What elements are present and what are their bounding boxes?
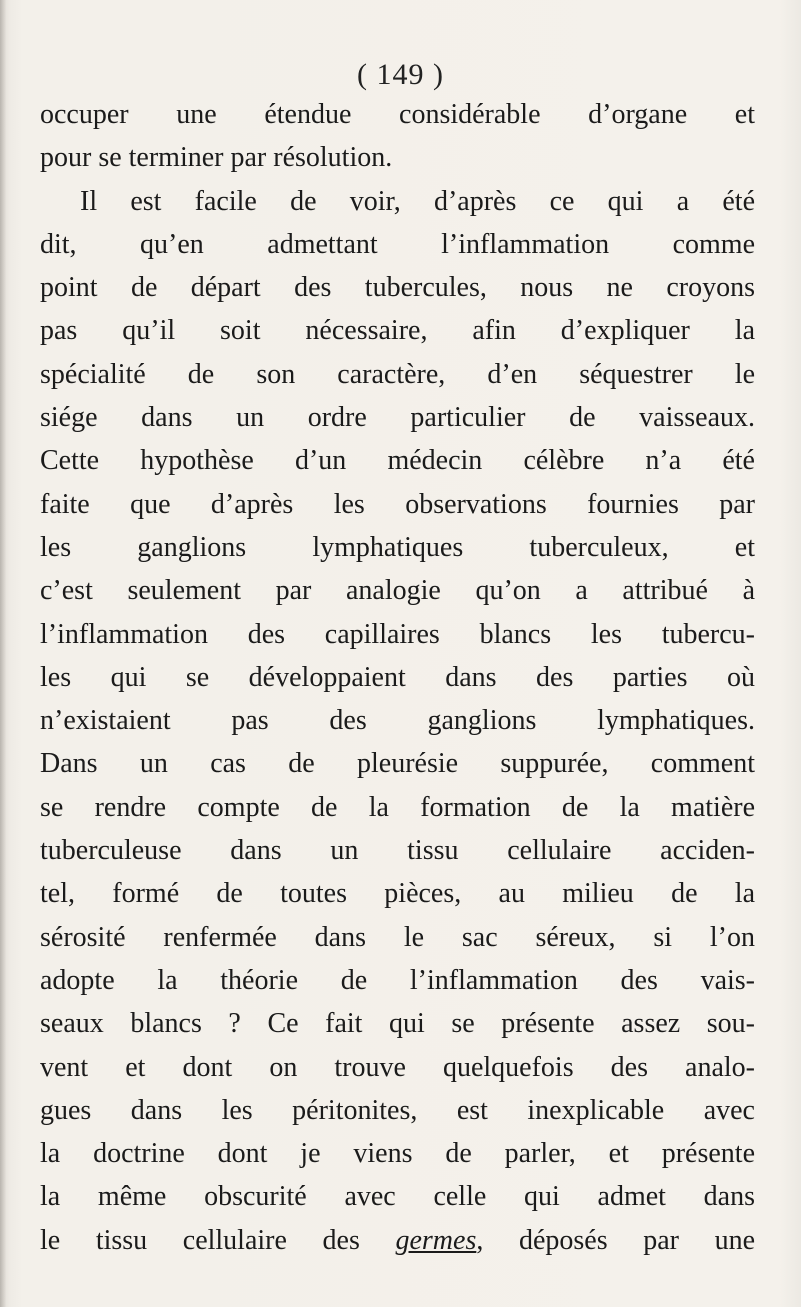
text-fragment: le tissu cellulaire des — [40, 1224, 396, 1256]
text-line: Il est facile de voir, d’après ce qui a été — [80, 185, 755, 217]
text-line: pas qu’il soit nécessaire, afin d’expliquer la — [40, 315, 755, 347]
page-number: ( 149 ) — [357, 58, 444, 91]
text-line: les ganglions lymphatiques tuberculeux, et — [40, 531, 755, 563]
text-line: occuper une étendue considérable d’organe et — [40, 99, 755, 130]
text-line: vent et dont on trouve quelquefois des analo- — [40, 1051, 755, 1083]
text-line: dit, qu’en admettant l’inflammation comme — [40, 228, 755, 260]
text-line: Cette hypothèse d’un médecin célèbre n’a été — [40, 445, 755, 477]
text-line: la même obscurité avec celle qui admet dans — [40, 1181, 755, 1213]
text-line: c’est seulement par analogie qu’on a attribué à — [40, 575, 755, 607]
text-line-last — [40, 1219, 755, 1262]
text-line: les qui se développaient dans des parties où — [40, 661, 755, 693]
text-line: se rendre compte de la formation de la matière — [40, 791, 755, 823]
text-line: tuberculeuse dans un tissu cellulaire acciden- — [40, 835, 755, 867]
text-fragment: , déposés par une — [476, 1224, 755, 1256]
text-line: n’existaient pas des ganglions lymphatiques. — [40, 705, 755, 737]
text-line: point de départ des tubercules, nous ne croyons — [40, 272, 755, 304]
text-line: sérosité renfermée dans le sac séreux, si l’on — [40, 921, 755, 953]
text-line: spécialité de son caractère, d’en séquestrer le — [40, 358, 755, 390]
text-line: pour se terminer par résolution. — [40, 142, 393, 174]
page-binding-edge — [0, 0, 6, 1307]
text-line: faite que d’après les observations fournies par — [40, 488, 755, 520]
text-line: l’inflammation des capillaires blancs les tubercu- — [40, 618, 755, 650]
text-line: la doctrine dont je viens de parler, et présente — [40, 1138, 755, 1170]
text-line: gues dans les péritonites, est inexplicable avec — [40, 1094, 755, 1126]
text-line: Dans un cas de pleurésie suppurée, comment — [40, 748, 755, 780]
text-line: seaux blancs ? Ce fait qui se présente assez sou- — [40, 1008, 755, 1040]
text-line: tel, formé de toutes pièces, au milieu de la — [40, 878, 755, 910]
text-line: siége dans un ordre particulier de vaisseaux. — [40, 402, 755, 434]
body-text — [40, 93, 755, 1262]
emphasized-word: germes — [395, 1224, 477, 1256]
text-line: adopte la théorie de l’inflammation des vais- — [40, 964, 755, 996]
